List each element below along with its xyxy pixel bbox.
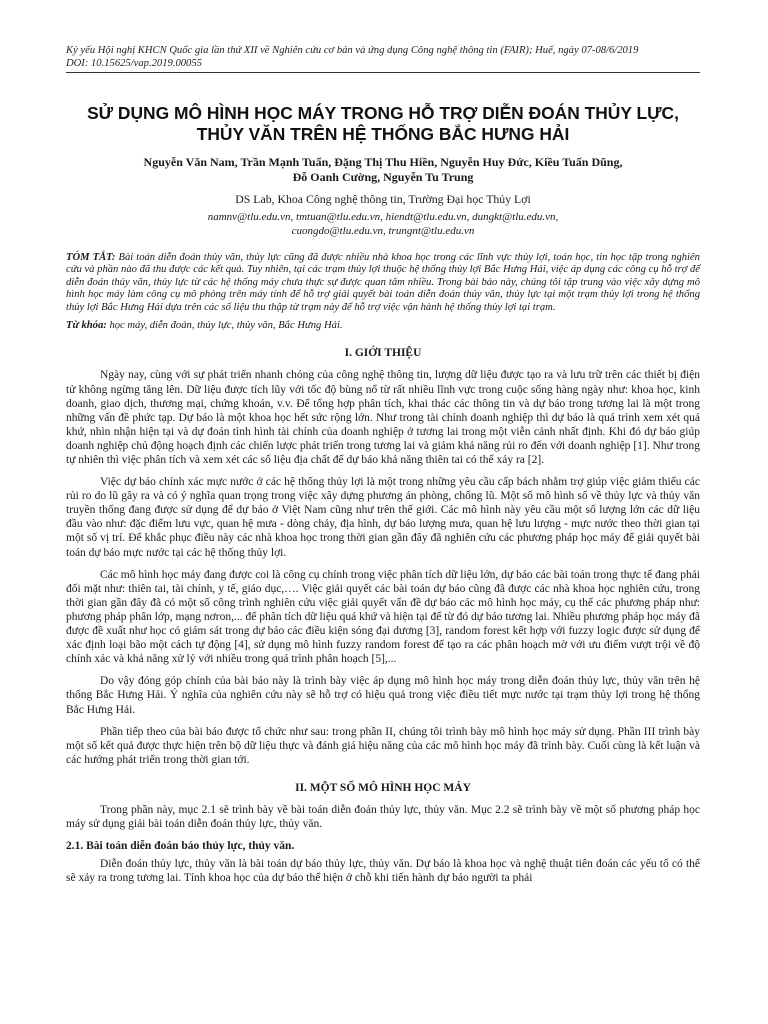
paragraph: Việc dự báo chính xác mực nước ở các hệ thống thủy lợi là một trong những yêu cầu cấp bách nhằm trợ giúp việc giảm thiểu các rủi ro do lũ gây ra và có ý nghĩa quan trọng trong việc xây dựng phương án phòng, chống lũ. Một số mô hình số về thủy lực và thủy văn truyền thống đang được sử dụng để dự báo ở Việt Nam cũng như trên thế giới. Các mô hình này yêu cầu một số lượng lớn các dữ liệu đầu vào như: đặc điểm lưu vực, quan hệ mưa - dòng chảy, địa hình, dự báo lượng mưa, quan hệ lưu lượng - mực nước theo thời gian tại một số vị trí. Để khắc phục điều này các nhà khoa học trong thời gian gần đây đã nghiên cứu các phương pháp học máy để giải quyết bài toán dự báo mực nước tại các hệ thống thủy lợi. <box>66 476 700 559</box>
paragraph: Diễn đoán thủy lực, thủy văn là bài toán dự báo thủy lực, thủy văn. Dự báo là khoa học và nghệ thuật tiên đoán các yếu tố có thể sẽ xảy ra trong tương lai. Tính khoa học của dự báo thể hiện ở chỗ khi tiến hành dự báo người ta phải <box>66 858 700 885</box>
conference-header <box>66 44 700 70</box>
title-line-1: SỬ DỤNG MÔ HÌNH HỌC MÁY TRONG HỖ TRỢ DIỄN ĐOÁN THỦY LỰC, <box>87 103 679 123</box>
section-heading-models: II. MỘT SỐ MÔ HÌNH HỌC MÁY <box>295 781 471 794</box>
paragraph: Ngày nay, cùng với sự phát triển nhanh chóng của công nghệ thông tin, lượng dữ liệu được tạo ra và lưu trữ trên các thiết bị điện tử không ngừng tăng lên. Dữ liệu được tích lũy với tốc độ bùng nổ từ rất nhiều lĩnh vực trong cuộc sống hàng ngày như: khoa học, kinh doanh, giao dịch, thương mại, chứng khoán, v.v. Để tổng hợp phân tích, khai thác các thông tin và dự báo trong tương lai là một trong những vấn đề phức tạp. Dự báo là một khoa học hết sức rộng lớn. Như trong tài chính doanh nghiệp thì dự báo là quá trình xem xét quá khứ, nhìn nhận hiện tại và dự đoán tình hình tài chính của doanh nghiệp ở tương lai trong một viễn cảnh nhất định. Khi đó dự báo giúp doanh nghiệp chủ động hoạch định các chiến lược phát triển trong tương lai và giảm khả năng rủi ro đến với doanh nghiệp [1]. Như trong tự nhiên thì việc phân tích và xem xét các số liệu địa chất để dự báo khả năng thiên tai có thể xảy ra [2]. <box>66 369 700 466</box>
author-emails <box>66 210 700 238</box>
keywords <box>66 320 700 332</box>
paragraph: Phần tiếp theo của bài báo được tổ chức như sau: trong phần II, chúng tôi trình bày mô hình học máy sử dụng. Phần III trình bày một số kết quả được thực hiện trên bộ dữ liệu thực và đánh giá hiệu năng của các mô hình học máy đã trình bày. Cuối cùng là kết luận và các hướng phát triển trong thời gian tới. <box>66 725 700 766</box>
emails-line-1: namnv@tlu.edu.vn, tmtuan@tlu.edu.vn, hiendt@tlu.edu.vn, dungkt@tlu.edu.vn, <box>207 211 559 223</box>
paper-title <box>66 103 700 145</box>
doi-line: DOI: 10.15625/vap.2019.00055 <box>66 58 202 69</box>
title-line-2: THỦY VĂN TRÊN HỆ THỐNG BẮC HƯNG HẢI <box>196 124 570 144</box>
authors-line-2: Đỗ Oanh Cường, Nguyễn Tu Trung <box>292 169 474 184</box>
paragraph: Do vậy đóng góp chính của bài báo này là trình bày việc áp dụng mô hình học máy trong diễn đoán thủy lực, thủy văn trên hệ thống Bắc Hưng Hải. Ý nghĩa của nghiên cứu này sẽ hỗ trợ có hiệu quả trong việc điều tiết mực nước tại trạm thủy lợi trong hệ thống Bắc Hưng Hải. <box>66 675 700 716</box>
abstract <box>66 252 700 314</box>
affiliation: DS Lab, Khoa Công nghệ thông tin, Trường Đại học Thủy Lợi <box>235 192 531 206</box>
header-divider <box>66 72 700 73</box>
keywords-text: học máy, diễn đoán, thủy lực, thủy văn, Bắc Hưng Hải. <box>109 320 343 332</box>
abstract-label: TÓM TẮT: <box>66 252 116 263</box>
paragraph: Các mô hình học máy đang được coi là công cụ chính trong việc phân tích dữ liệu lớn, dự báo các bài toán trong thực tế đang phải đối mặt như: thiên tai, tài chính, y tế, giáo dục,…. Việc giải quyết các bài toán dự báo cũng đã được các nhà khoa học nghiên cứu, trong thời gian gần đây đã có một số công trình nghiên cứu việc giải quyết vấn đề dự báo các mô hình học máy, cụ thể các phương pháp như: phương pháp phân lớp, mạng nơron,... để phân tích dữ liệu quá khứ và hiện tại để từ đó dự báo tương lai. Nhiều phương pháp học máy đã được đề xuất như học có giám sát trong dự báo các điều kiện sóng đại dương [3], random forest kết hợp với fuzzy logic được sử dụng để xác định loại bão một cách tự động [4], sử dụng mô hình fuzzy random forest để tạo ra các phân hoạch mờ với ưu điểm vượt trội về độ chính xác và khả năng xử lý với nhiều trong quá trình phân hoạch [5],... <box>66 568 700 666</box>
conference-line: Kỷ yếu Hội nghị KHCN Quốc gia lần thứ XII về Nghiên cứu cơ bản và ứng dụng Công nghệ thông tin (FAIR); Huế, ngày 07-08/6/2019 <box>66 45 639 56</box>
author-list <box>66 155 700 184</box>
emails-line-2: cuongdo@tlu.edu.vn, trungnt@tlu.edu.vn <box>291 225 475 237</box>
authors-line-1: Nguyễn Văn Nam, Trần Mạnh Tuấn, Đặng Thị Thu Hiền, Nguyễn Huy Đức, Kiều Tuấn Dũng, <box>143 155 623 169</box>
keywords-label: Từ khóa: <box>66 320 107 332</box>
abstract-text: Bài toán diễn đoán thủy văn, thủy lực cũng đã được nhiều nhà khoa học trong các lĩnh vực thủy lợi, toán học, tin học tập trong nghiên cứu và phần nào đã thu được các kết quả. Tuy nhiên, tại các trạm thủy lợi thuộc hệ thống thủy lợi Bắc Hưng Hải, việc áp dụng các công cụ hỗ trợ để diễn đoán thủy văn, thủy lực từ các hệ thống máy chưa thực sự được quan tâm nhiều. Trong bài báo này, chúng tôi tập trung vào việc xây dựng mô hình học máy làm công cụ mô phỏng trên máy tính để hỗ trợ giải quyết bài toán diễn đoán thủy văn, thủy lực tại một trạm thủy lợi trong hệ thống thủy lợi Bắc Hưng Hải dựa trên các số liệu thu thập từ trạm này để hỗ trợ việc vận hành hệ thống thủy lợi tại trạm. <box>66 252 700 313</box>
section-heading-introduction: I. GIỚI THIỆU <box>344 347 422 360</box>
subsection-heading: 2.1. Bài toán diễn đoán báo thủy lực, thủy văn. <box>66 840 295 853</box>
paragraph: Trong phần này, mục 2.1 sẽ trình bày về bài toán diễn đoán thủy lực, thủy văn. Mục 2.2 sẽ trình bày về một số phương pháp học máy sử dụng giải bài toán diễn đoán thủy lực, thủy văn. <box>66 803 700 830</box>
